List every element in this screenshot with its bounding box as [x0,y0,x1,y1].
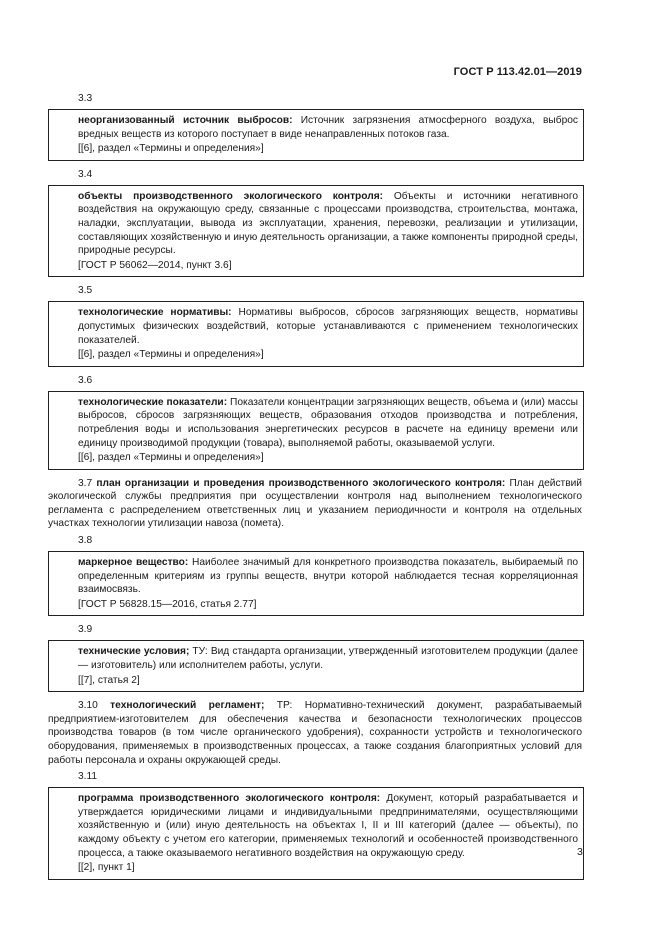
term-name: план организации и проведения производственного экологического контроля: [96,477,506,489]
term-definition [48,699,582,767]
entry-number: 3.9 [78,624,93,636]
document-header: ГОСТ Р 113.42.01—2019 [453,66,582,78]
term-reference: [[6], раздел «Термины и определения»] [78,349,264,361]
term-definition [78,306,578,347]
entry-number: 3.8 [78,535,93,547]
term-reference: [[6], раздел «Термины и определения»] [78,143,264,155]
term-definition [78,114,578,141]
page-number: 3 [577,846,583,858]
term-box [48,185,584,278]
term-text: Наиболее значимый для конкретного производства показатель, выбираемый по определенным критериям из группы веществ, внутри которой наблюдается тесная корреляционная взаимосвязь. [78,557,578,596]
term-paragraph [48,699,584,767]
term-text: Объекты и источники негативного воздействия на окружающую среду, связанные с процессами производства, строительства, монтажа, наладки, эксплуатации, вывода из эксплуатации, хранения, перевозки, реализации и утилизации, составляющих хозяйственную и иную деятельность организации, а также компоненты природной среды, природные ресурсы. [78,190,578,257]
term-definition [78,396,578,450]
term-name: неорганизованный источник выбросов: [78,115,293,126]
term-box [48,109,584,161]
page-content [48,92,584,887]
term-definition [78,645,578,672]
term-text: Показатели концентрации загрязняющих веществ, объема и (или) массы выбросов, сбросов загрязняющих веществ, образования отходов производства и потребления, потребления воды и использования энергетических ресурсов в расчете на единицу времени или единицу производимой продукции (товара), выполняемой работы, оказываемой услуги. [78,396,578,449]
term-reference: [ГОСТ Р 56062—2014, пункт 3.6] [78,259,232,271]
term-text: План действий экологической службы предприятия при осуществлении контроля над выполнением технологического регламента с распределением ответственных лиц и указанием периодичности и контроля на отдельных участках технологии утилизации навоза (помета). [48,477,582,530]
term-name: технологический регламент; [110,700,265,712]
term-box [48,787,584,880]
term-box [48,640,584,692]
term-text: Источник загрязнения атмосферного воздуха, выброс вредных веществ из которого поступает в виде ненаправленных потоков газа. [78,115,578,140]
term-name: маркерное вещество: [78,557,189,569]
term-definition [48,477,582,531]
entry-number: 3.3 [78,93,93,104]
term-reference: [[2], пункт 1] [78,862,135,874]
entry-number: 3.5 [78,285,93,297]
term-name: технические условия; [78,646,190,658]
entry-number-inline: 3.7 [78,477,93,489]
term-paragraph [48,477,584,531]
term-text: ТР: Нормативно-технический документ, разрабатываемый предприятием-изготовителем для обеспечения качества и безопасности технологических процессов производства товаров (в том числе органического удобрения), сохранности устройств и технологического оборудования, применяемых в производственных процессах, а также создания благоприятных условий для работы персонала и охраны окружающей среды. [48,700,582,766]
term-reference: [ГОСТ Р 56828.15—2016, статья 2.77] [78,598,257,610]
term-name: объекты производственного экологического контроля: [78,190,384,202]
term-text: Нормативы выбросов, сбросов загрязняющих веществ, нормативы допустимых физических воздействий, которые устанавливаются с применением технологических показателей. [78,307,579,346]
entry-number: 3.11 [78,771,98,783]
term-name: программа производственного экологического контроля: [78,793,381,805]
term-box [48,551,584,616]
term-reference: [[6], раздел «Термины и определения»] [78,452,264,464]
term-name: технологические показатели: [78,396,228,408]
term-definition [78,190,578,258]
entry-number: 3.4 [78,168,93,180]
term-text: Документ, который разрабатывается и утверждается юридическими лицами и индивидуальными предпринимателями, осуществляющими хозяйственную и (или) иную деятельность на объектах I, II и III категорий (далее — объекты), по каждому объекту с учетом его категории, применяемых технологий и особенностей производственного процесса, а также оказываемого негативного воздействия на окружающую среду. [78,793,578,859]
term-name: технологические нормативы: [78,307,232,319]
entry-number: 3.6 [78,374,93,386]
term-reference: [[7], статья 2] [78,674,140,686]
term-text: ТУ: Вид стандарта организации, утвержденный изготовителем продукции (далее — изготовитель) или исполнителем работы, услуги. [78,646,578,672]
term-box [48,391,584,470]
term-definition [78,792,578,860]
term-box [48,301,584,366]
entry-number-inline: 3.10 [78,700,98,712]
term-definition [78,556,578,597]
